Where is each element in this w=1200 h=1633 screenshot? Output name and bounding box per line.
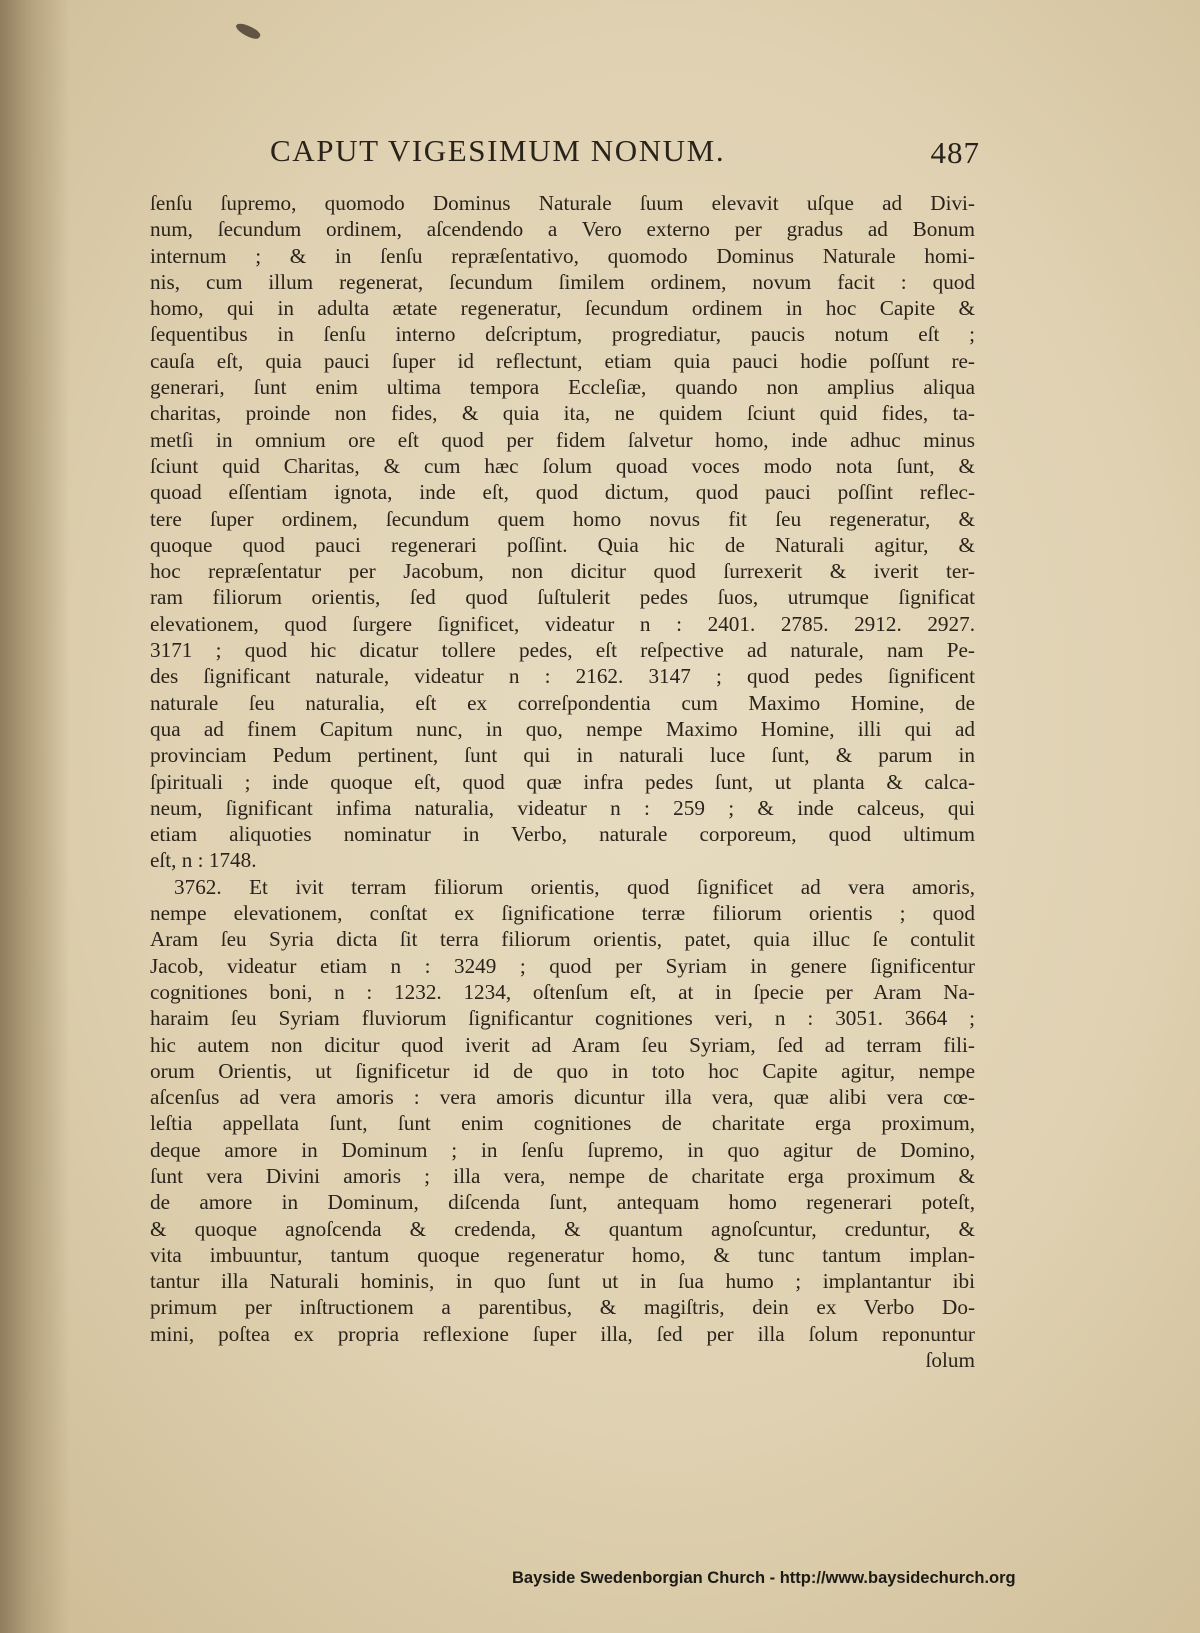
text-line: & quoque agnoſcenda & credenda, & quantum agnoſcuntur, creduntur, & <box>150 1216 975 1241</box>
text-line: naturale ſeu naturalia, eſt ex correſpondentia cum Maximo Homine, de <box>150 690 975 715</box>
text-line: quoad eſſentiam ignota, inde eſt, quod dictum, quod pauci poſſint reflec- <box>150 480 975 505</box>
text-line: ſequentibus in ſenſu interno deſcriptum, progrediatur, paucis notum eſt ; <box>150 322 975 347</box>
footer-credit: Bayside Swedenborgian Church - http://www.baysidechurch.org <box>512 1569 1016 1587</box>
text-line: qua ad finem Capitum nunc, in quo, nempe Maximo Homine, illi qui ad <box>150 716 975 741</box>
chapter-title: CAPUT VIGESIMUM NONUM. <box>270 133 726 168</box>
text-line: ſpirituali ; inde quoque eſt, quod quæ infra pedes ſunt, ut planta & calca- <box>150 769 975 794</box>
text-line: aſcenſus ad vera amoris : vera amoris dicuntur illa vera, quæ alibi vera cœ- <box>150 1085 975 1110</box>
text-line: neum, ſignificant infima naturalia, videatur n : 259 ; & inde calceus, qui <box>150 795 975 820</box>
body-text <box>150 190 975 1373</box>
text-line: tantur illa Naturali hominis, in quo ſunt ut in ſua humo ; implantantur ibi <box>150 1269 975 1294</box>
text-line: ſenſu ſupremo, quomodo Dominus Naturale ſuum elevavit uſque ad Divi- <box>150 191 975 215</box>
catchword: ſolum <box>925 1348 975 1373</box>
text-line: quoque quod pauci regenerari poſſint. Quia hic de Naturali agitur, & <box>150 532 975 557</box>
text-line: hoc repræſentatur per Jacobum, non dicitur quod ſurrexerit & iverit ter- <box>150 559 975 584</box>
text-line: provinciam Pedum pertinent, ſunt qui in naturali luce ſunt, & parum in <box>150 743 975 768</box>
text-line: nis, cum illum regenerat, ſecundum ſimilem ordinem, novum facit : quod <box>150 269 975 294</box>
text-line: vita imbuuntur, tantum quoque regeneratur homo, & tunc tantum implan- <box>150 1242 975 1267</box>
text-line: ram filiorum orientis, ſed quod ſuſtulerit pedes ſuos, utrumque ſignificat <box>150 585 975 610</box>
text-line: charitas, proinde non fides, & quia ita, ne quidem ſciunt quid fides, ta- <box>150 401 975 426</box>
text-line: eſt, n : 1748. <box>150 848 257 873</box>
text-line: mini, poſtea ex propria reflexione ſuper illa, ſed per illa ſolum reponuntur <box>150 1321 975 1346</box>
page-number: 487 <box>930 135 980 170</box>
text-line: ſciunt quid Charitas, & cum hæc ſolum quoad voces modo nota ſunt, & <box>150 453 975 478</box>
text-line: orum Orientis, ut ſignificetur id de quo in toto hoc Capite agitur, nempe <box>150 1058 975 1083</box>
text-line: num, ſecundum ordinem, aſcendendo a Vero externo per gradus ad Bonum <box>150 217 975 242</box>
text-line: 3762. Et ivit terram filiorum orientis, quod ſignificet ad vera amoris, <box>174 874 975 899</box>
text-line: 3171 ; quod hic dicatur tollere pedes, eſt reſpective ad naturale, nam Pe- <box>150 638 975 663</box>
text-line: metſi in omnium ore eſt quod per fidem ſalvetur homo, inde adhuc minus <box>150 427 975 452</box>
book-gutter-shadow <box>0 0 70 1633</box>
text-line: Jacob, videatur etiam n : 3249 ; quod per Syriam in genere ſignificentur <box>150 953 975 978</box>
text-line: haraim ſeu Syriam fluviorum ſignificantur cognitiones veri, n : 3051. 3664 ; <box>150 1006 975 1031</box>
text-line: nempe elevationem, conſtat ex ſignificatione terræ filiorum orientis ; quod <box>150 901 975 926</box>
text-line: cognitiones boni, n : 1232. 1234, oſtenſum eſt, at in ſpecie per Aram Na- <box>150 979 975 1004</box>
text-line: generari, ſunt enim ultima tempora Eccleſiæ, quando non amplius aliqua <box>150 375 975 400</box>
running-head <box>150 133 980 185</box>
text-line: homo, qui in adulta ætate regeneratur, ſecundum ordinem in hoc Capite & <box>150 296 975 321</box>
text-line: des ſignificant naturale, videatur n : 2162. 3147 ; quod pedes ſignificent <box>150 664 975 689</box>
ink-smudge <box>234 20 262 41</box>
text-line: etiam aliquoties nominatur in Verbo, naturale corporeum, quod ultimum <box>150 822 975 847</box>
text-line: cauſa eſt, quia pauci ſuper id reflectunt, etiam quia pauci hodie poſſunt re- <box>150 348 975 373</box>
text-line: ſunt vera Divini amoris ; illa vera, nempe de charitate erga proximum & <box>150 1163 975 1188</box>
text-line: leſtia appellata ſunt, ſunt enim cognitiones de charitate erga proximum, <box>150 1111 975 1136</box>
text-line: hic autem non dicitur quod iverit ad Aram ſeu Syriam, ſed ad terram fili- <box>150 1032 975 1057</box>
text-line: internum ; & in ſenſu repræſentativo, quomodo Dominus Naturale homi- <box>150 243 975 268</box>
text-line: de amore in Dominum, diſcenda ſunt, antequam homo regenerari poteſt, <box>150 1190 975 1215</box>
text-line: deque amore in Dominum ; in ſenſu ſupremo, in quo agitur de Domino, <box>150 1137 975 1162</box>
text-line: elevationem, quod ſurgere ſignificet, videatur n : 2401. 2785. 2912. 2927. <box>150 611 975 636</box>
text-line: Aram ſeu Syria dicta ſit terra filiorum orientis, patet, quia illuc ſe contulit <box>150 927 975 952</box>
text-line: primum per inſtructionem a parentibus, & magiſtris, dein ex Verbo Do- <box>150 1295 975 1320</box>
text-line: tere ſuper ordinem, ſecundum quem homo novus fit ſeu regeneratur, & <box>150 506 975 531</box>
